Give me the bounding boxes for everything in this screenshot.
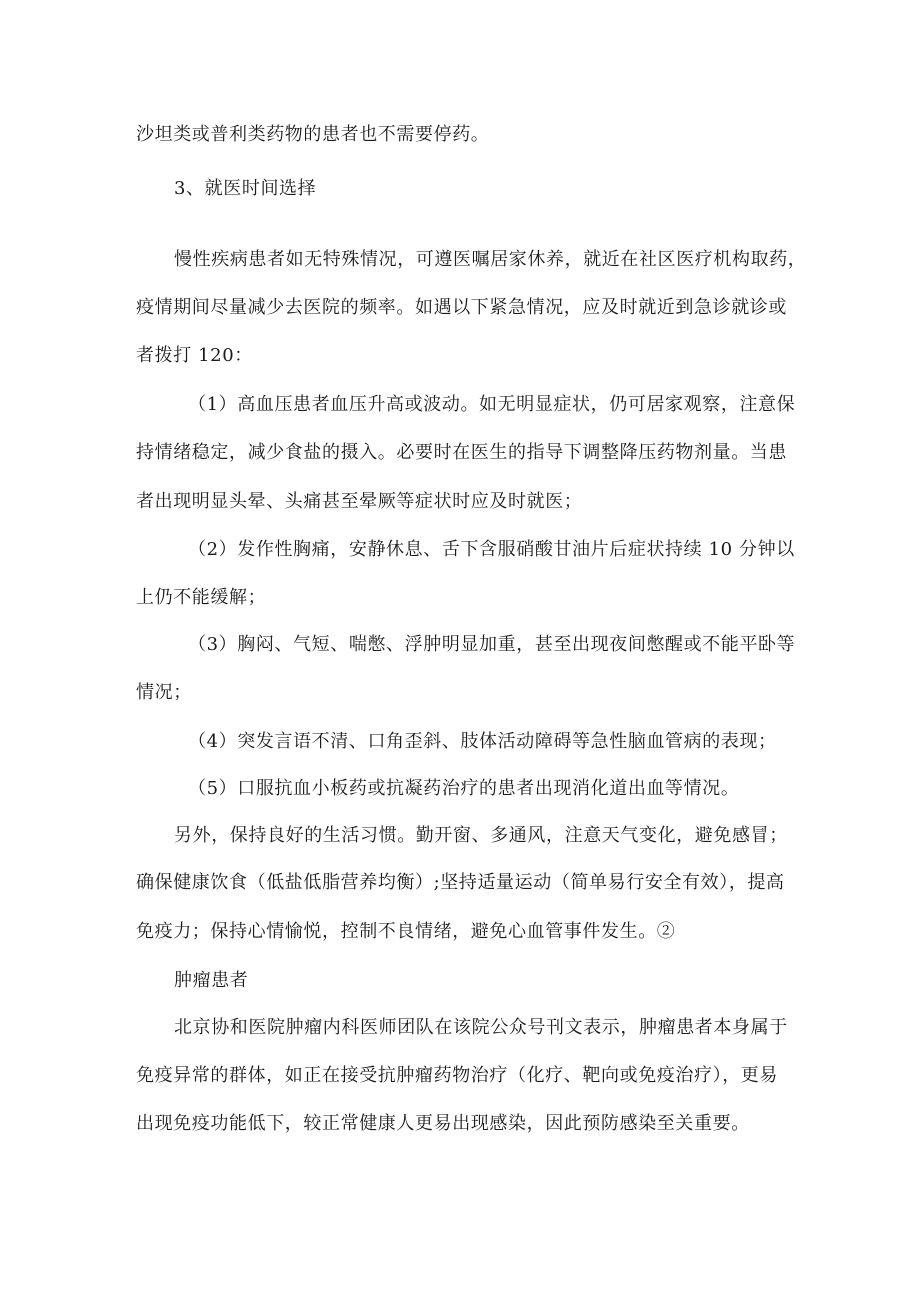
- text-line: 上仍不能缓解；: [136, 587, 267, 608]
- text-line: 疫情期间尽量减少去医院的频率。如遇以下紧急情况，应及时就近到急诊就诊或: [136, 297, 787, 318]
- list-item-4: （4）突发言语不清、口角歪斜、肢体活动障碍等急性脑血管病的表现；: [188, 731, 777, 752]
- text-line: 另外，保持良好的生活习惯。勤开窗、多通风，注意天气变化，避免感冒；: [174, 825, 788, 846]
- list-item-5: （5）口服抗血小板药或抗凝药治疗的患者出现消化道出血等情况。: [188, 778, 740, 799]
- text-line: 者拨打 120：: [136, 345, 253, 366]
- text-line: 者出现明显头晕、头痛甚至晕厥等症状时应及时就医；: [136, 491, 583, 512]
- text-line: 沙坦类或普利类药物的患者也不需要停药。: [136, 124, 490, 145]
- text-line: 持情绪稳定，减少食盐的摄入。必要时在医生的指导下调整降压药物剂量。当患: [136, 442, 787, 463]
- list-item-3: （3）胸闷、气短、喘憋、浮肿明显加重，甚至出现夜间憋醒或不能平卧等: [188, 634, 796, 655]
- text-line: 出现免疫功能低下，较正常健康人更易出现感染，因此预防感染至关重要。: [136, 1113, 750, 1134]
- list-item-1: （1）高血压患者血压升高或波动。如无明显症状，仍可居家观察，注意保: [188, 394, 796, 415]
- text-line: 北京协和医院肿瘤内科医师团队在该院公众号刊文表示，肿瘤患者本身属于: [174, 1017, 788, 1038]
- text-line: 免疫异常的群体，如正在接受抗肿瘤药物治疗（化疗、靶向或免疫治疗），更易: [136, 1065, 778, 1086]
- text-line: 慢性疾病患者如无特殊情况，可遵医嘱居家休养，就近在社区医疗机构取药，: [174, 249, 807, 270]
- section-heading: 肿瘤患者: [174, 970, 249, 991]
- text-line: 情况；: [136, 682, 192, 703]
- section-heading: 3、就医时间选择: [174, 178, 317, 199]
- text-line: 确保健康饮食（低盐低脂营养均衡）;坚持适量运动（简单易行安全有效），提高: [136, 872, 785, 893]
- list-item-2: （2）发作性胸痛，安静休息、舌下含服硝酸甘油片后症状持续 10 分钟以: [188, 539, 795, 560]
- text-line: 免疫力；保持心情愉悦，控制不良情绪，避免心血管事件发生。②: [136, 921, 676, 942]
